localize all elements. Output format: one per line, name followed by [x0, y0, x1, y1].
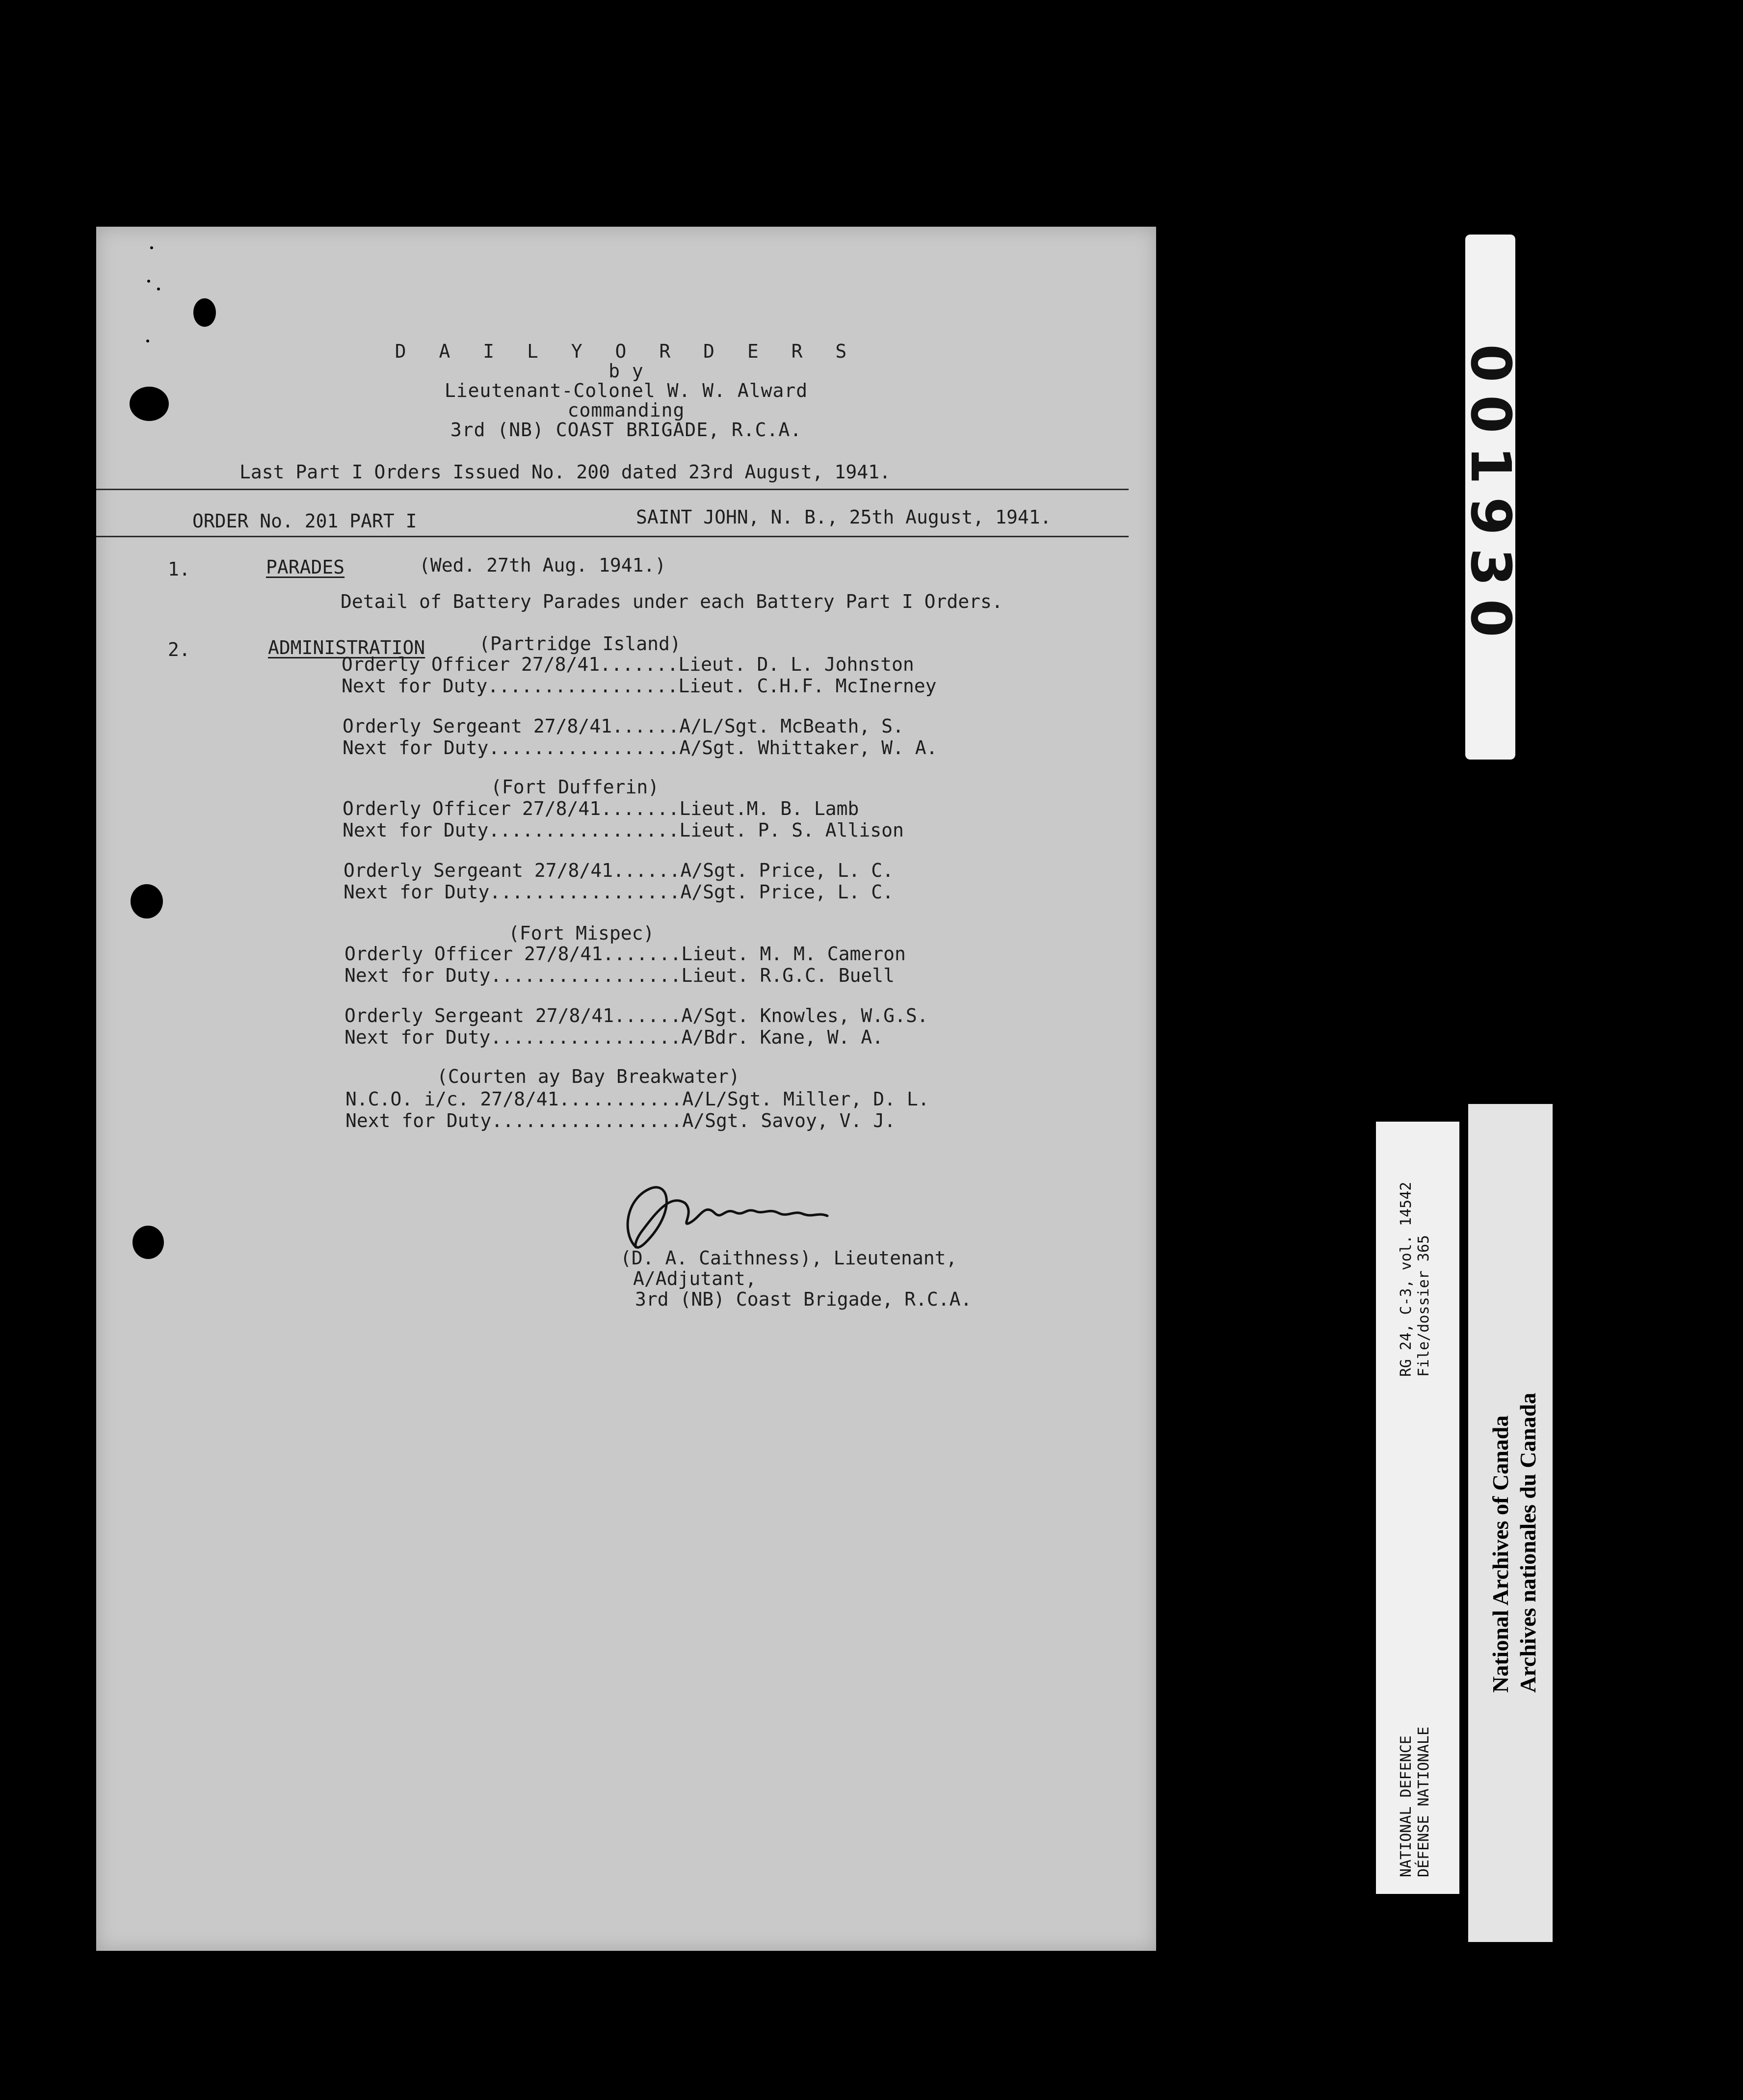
signature-name: (D. A. Caithness), Lieutenant,: [620, 1247, 957, 1269]
archives-line: National Archives of Canada: [1488, 1415, 1513, 1693]
signature-unit: 3rd (NB) Coast Brigade, R.C.A.: [635, 1288, 972, 1310]
header-title: D A I L Y O R D E R S: [395, 341, 858, 362]
parade-date: (Wed. 27th Aug. 1941.): [419, 554, 666, 576]
archives-label: [1468, 1104, 1553, 1942]
speck: [150, 246, 153, 249]
header-unit: 3rd (NB) COAST BRIGADE, R.C.A.: [450, 419, 802, 441]
item-title: ADMINISTRATION: [268, 637, 425, 658]
last-orders-line: Last Part I Orders Issued No. 200 dated 23rd August, 1941.: [239, 461, 891, 483]
item-number: 1.: [168, 558, 190, 580]
reference-label: [1376, 1122, 1459, 1894]
duty-line: N.C.O. i/c. 27/8/41...........A/L/Sgt. Miller, D. L.: [345, 1088, 929, 1110]
frame-number: [1458, 235, 1523, 760]
signature-title: A/Adjutant,: [633, 1268, 757, 1289]
archives-line: Archives nationales du Canada: [1515, 1392, 1540, 1693]
duty-line: Orderly Officer 27/8/41.......Lieut. M. M. Cameron: [344, 943, 906, 965]
duty-line: Next for Duty.................Lieut. R.G.C. Buell: [344, 965, 895, 986]
item-number: 2.: [168, 639, 190, 660]
header-by: b y: [608, 360, 644, 382]
archives-text: [1487, 1393, 1542, 1693]
parade-detail: Detail of Battery Parades under each Battery Part I Orders.: [341, 591, 1003, 612]
header-role: commanding: [567, 399, 685, 421]
reference-line: File/dossier 365: [1415, 1235, 1432, 1377]
duty-line: Next for Duty.................A/Bdr. Kane, W. A.: [344, 1026, 884, 1048]
reference-line: RG 24, C-3, vol. 14542: [1398, 1181, 1415, 1377]
punch-hole: [131, 884, 163, 919]
speck: [147, 280, 150, 283]
divider: [96, 536, 1129, 537]
duty-line: Orderly Sergeant 27/8/41......A/L/Sgt. McBeath, S.: [343, 715, 904, 737]
duty-line: Orderly Officer 27/8/41.......Lieut.M. B. Lamb: [343, 798, 859, 819]
divider: [96, 489, 1129, 490]
speck: [157, 288, 160, 290]
department-text: [1398, 1727, 1433, 1877]
location-heading: (Fort Mispec): [508, 922, 655, 944]
header-commander: Lieutenant-Colonel W. W. Alward: [444, 380, 808, 401]
duty-line: Next for Duty.................Lieut. C.H.F. McInerney: [342, 675, 937, 697]
location-heading: (Courten ay Bay Breakwater): [437, 1066, 740, 1087]
duty-line: Next for Duty.................Lieut. P. S. Allison: [343, 819, 904, 841]
location-heading: (Fort Dufferin): [491, 776, 660, 798]
order-number: ORDER No. 201 PART I: [192, 510, 417, 532]
duty-line: Next for Duty.................A/Sgt. Savoy, V. J.: [345, 1110, 896, 1131]
punch-hole: [132, 1226, 164, 1259]
duty-line: Next for Duty.................A/Sgt. Whittaker, W. A.: [343, 737, 938, 759]
punch-hole: [193, 298, 216, 327]
order-place-date: SAINT JOHN, N. B., 25th August, 1941.: [636, 506, 1052, 528]
location-heading: (Partridge Island): [479, 633, 681, 655]
duty-line: Orderly Officer 27/8/41.......Lieut. D. L. Johnston: [342, 654, 914, 675]
duty-line: Next for Duty.................A/Sgt. Price, L. C.: [343, 881, 894, 903]
duty-line: Orderly Sergeant 27/8/41......A/Sgt. Price, L. C.: [343, 860, 894, 881]
department-line: DÉFENSE NATIONALE: [1415, 1726, 1432, 1877]
document-page: [96, 227, 1156, 1951]
item-title: PARADES: [266, 556, 345, 578]
duty-line: Orderly Sergeant 27/8/41......A/Sgt. Knowles, W.G.S.: [344, 1005, 928, 1026]
reference-text: [1398, 1182, 1433, 1377]
department-line: NATIONAL DEFENCE: [1398, 1735, 1415, 1877]
frame-number-text: 001930: [1458, 344, 1523, 650]
